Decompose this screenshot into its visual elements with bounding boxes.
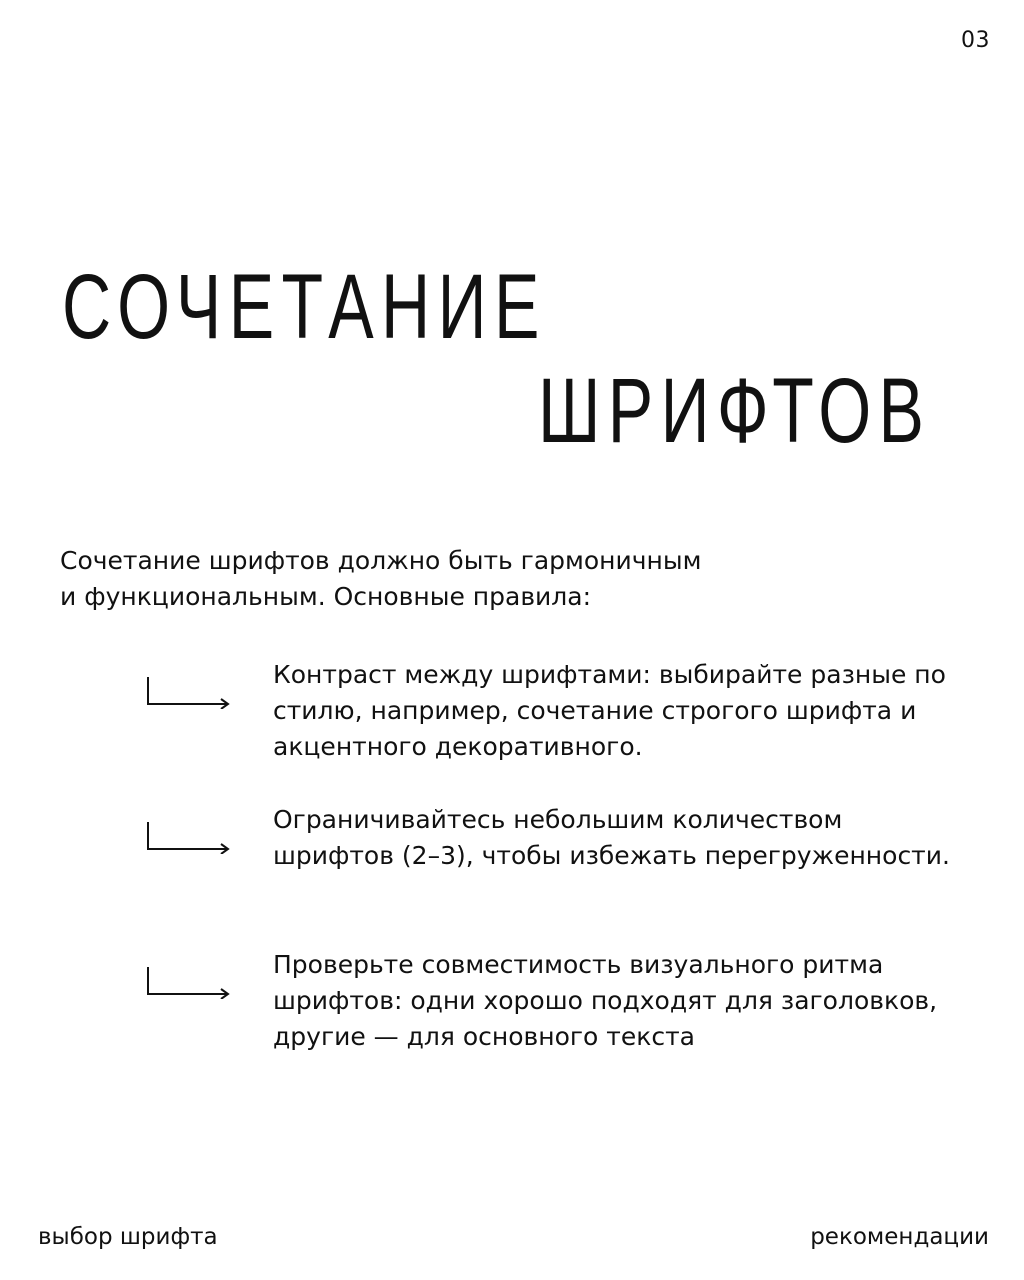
footer-topic: выбор шрифта [38, 1224, 218, 1250]
intro-paragraph: Сочетание шрифтов должно быть гармоничным и функциональным. Основные правила: [60, 546, 702, 611]
page-number: 03 [961, 28, 990, 53]
corner-arrow-icon [146, 820, 232, 854]
page-title-line-1: СОЧЕТАНИЕ [62, 256, 547, 359]
rule-item [0, 802, 1024, 947]
page-title [0, 21, 1024, 501]
page-title-line-2: ШРИФТОВ [538, 360, 932, 463]
footer-section: рекомендации [810, 1224, 989, 1250]
corner-arrow-icon [146, 965, 232, 999]
rules-list [0, 657, 1024, 1092]
rule-text: Ограничивайтесь небольшим количеством шрифтов (2–3), чтобы избежать перегруженности. [273, 805, 950, 870]
rule-text: Контраст между шрифтами: выбирайте разные по стилю, например, сочетание строгого шрифта и акцентного декоративного. [273, 660, 946, 761]
rule-item [0, 947, 1024, 1092]
rule-text: Проверьте совместимость визуального ритма шрифтов: одни хорошо подходят для заголовков, другие — для основного текста [273, 950, 938, 1051]
corner-arrow-icon [146, 675, 232, 709]
rule-item [0, 657, 1024, 802]
